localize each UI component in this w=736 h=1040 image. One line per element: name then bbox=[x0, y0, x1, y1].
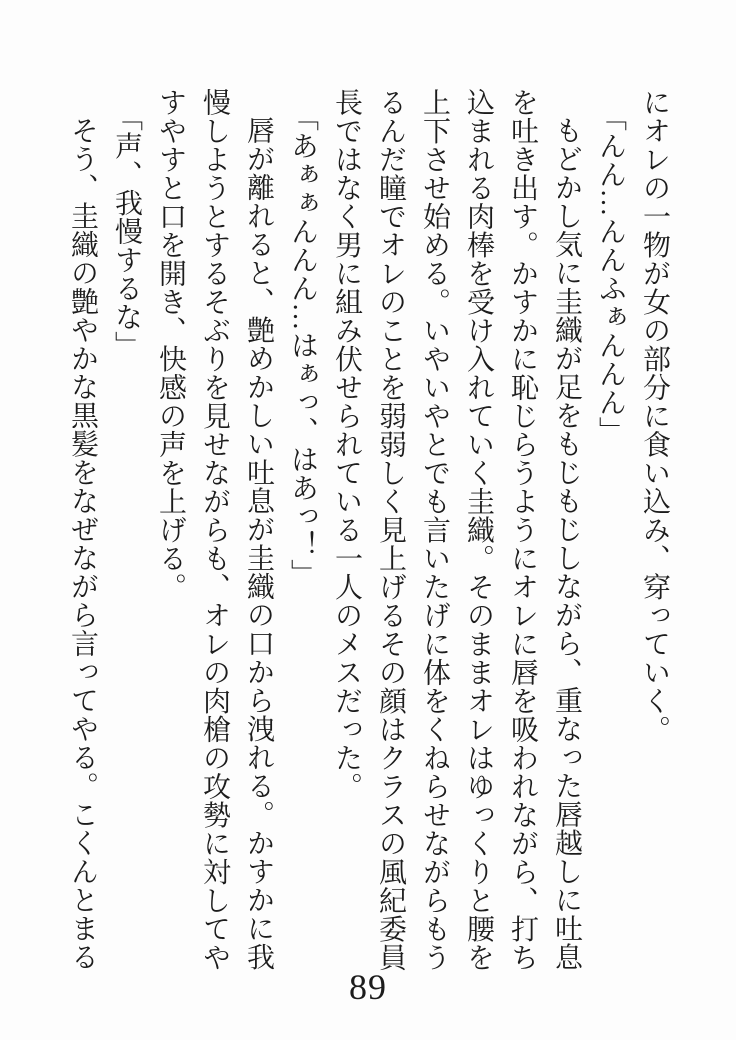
text-line: るんだ瞳でオレのことを弱弱しく見上げるその顔はクラスの風紀委員 bbox=[375, 88, 406, 972]
text-line-dialogue: 「あぁぁんんん…はぁっ、はあっ！」 bbox=[287, 103, 318, 588]
text-line: を吐き出す。かすかに恥じらうようにオレに唇を吸われながら、打ち bbox=[507, 88, 538, 972]
text-line-dialogue: 「声、我慢するな」 bbox=[111, 103, 142, 360]
text-line: すやすと口を開き、快感の声を上げる。 bbox=[155, 88, 186, 601]
text-line: にオレの一物が女の部分に食い込み、穿っていく。 bbox=[639, 88, 670, 744]
text-line: もどかし気に圭織が足をもじもじしながら、重なった唇越しに吐息 bbox=[551, 116, 582, 971]
body-text bbox=[60, 88, 676, 980]
text-line: 唇が離れると、艶めかしい吐息が圭織の口から洩れる。かすかに我 bbox=[243, 116, 274, 971]
text-line: そう、圭織の艶やかな黒髪をなぜながら言ってやる。こくんとまる bbox=[67, 116, 98, 971]
text-line-dialogue: 「んん…んんふぁんんん」 bbox=[595, 103, 626, 446]
text-line: 長ではなく男に組み伏せられている一人のメスだった。 bbox=[331, 88, 362, 801]
text-line: 慢しようとするそぶりを見せながらも、オレの肉槍の攻勢に対してや bbox=[199, 88, 230, 972]
text-line: 上下させ始める。いやいやとでも言いたげに体をくねらせながらもう bbox=[419, 88, 450, 972]
text-line: 込まれる肉棒を受け入れていく圭織。そのままオレはゆっくりと腰を bbox=[463, 88, 494, 972]
page-number: 89 bbox=[349, 967, 387, 1007]
